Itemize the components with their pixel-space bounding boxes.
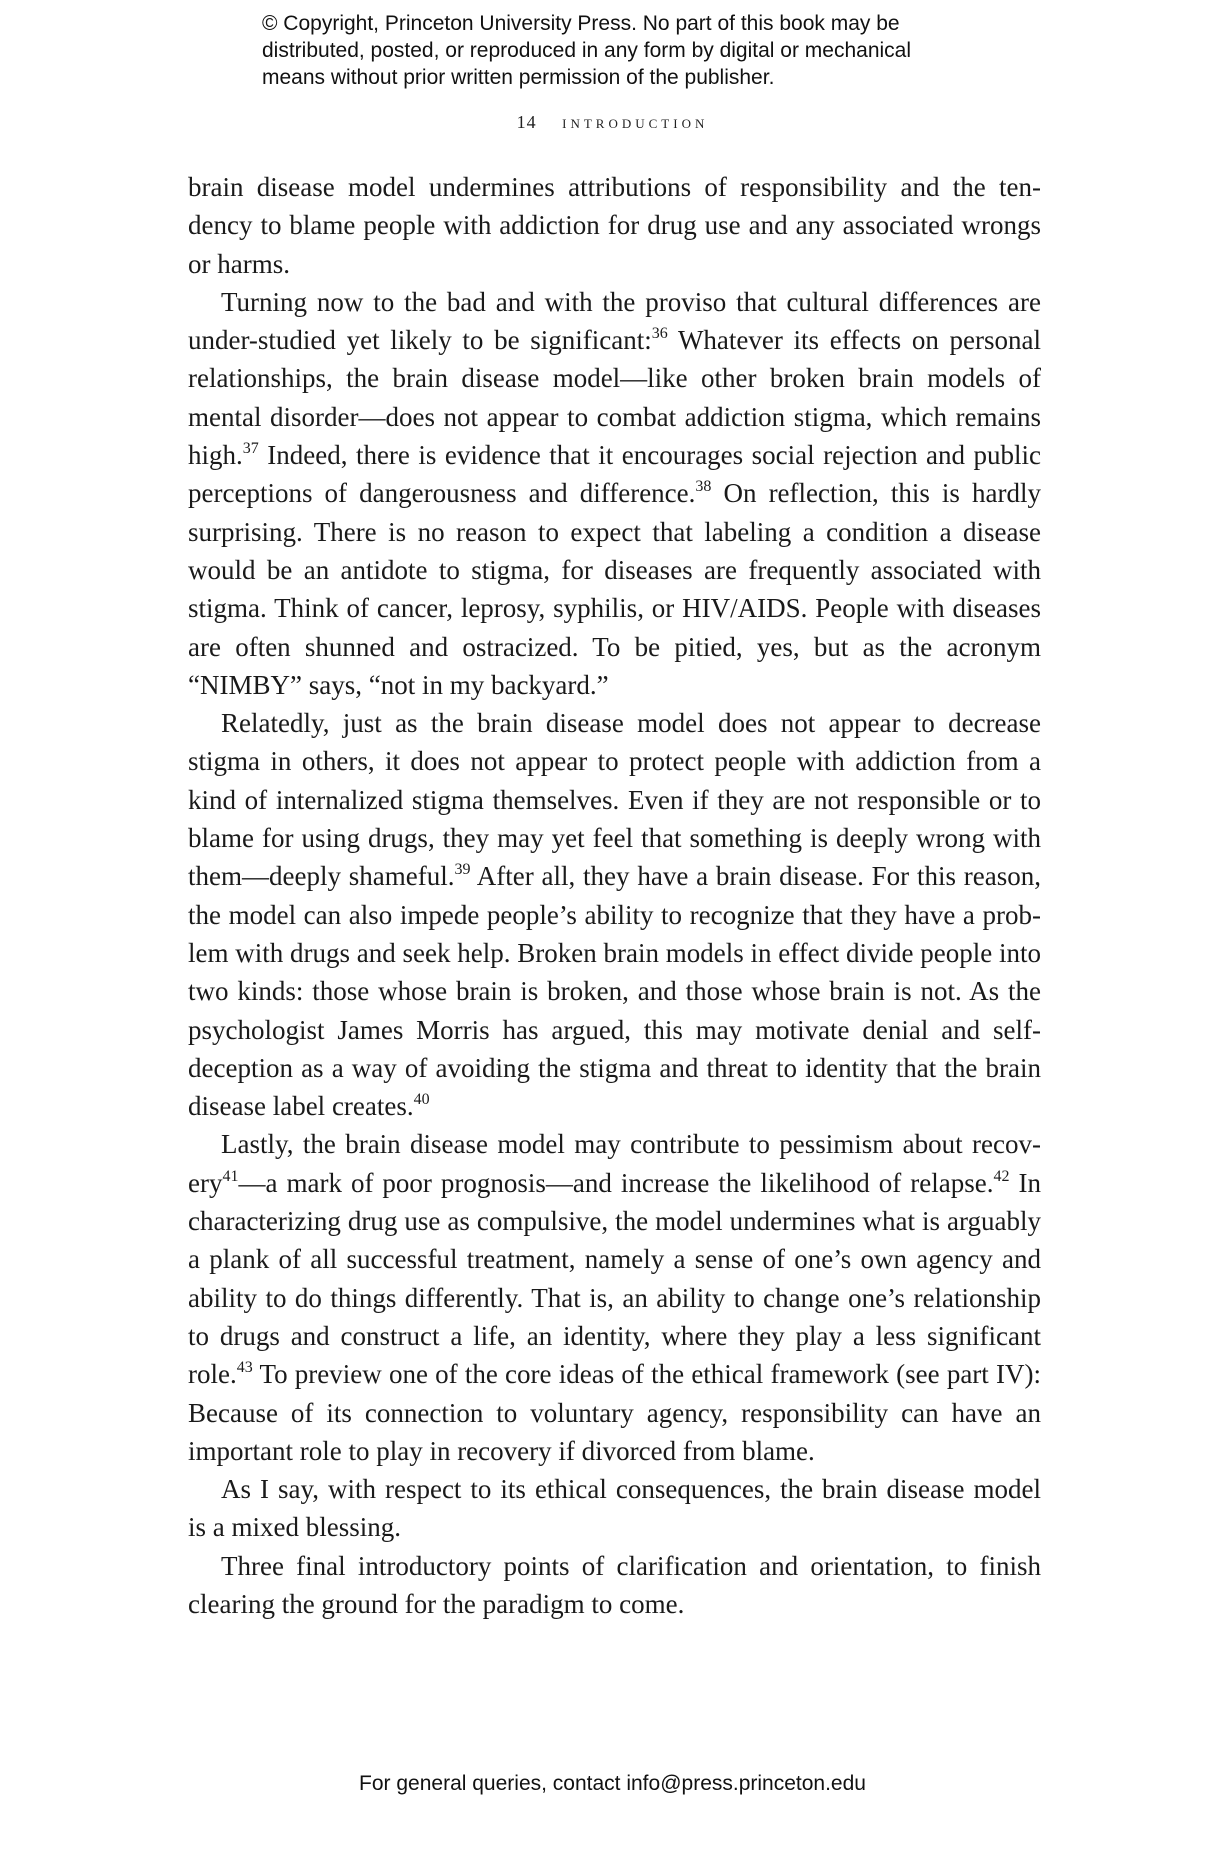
text-run: As I say, with respect to its ethical consequences, the brain disease model xyxy=(221,1474,1041,1505)
text-line xyxy=(188,857,1041,895)
footnote-ref: 39 xyxy=(454,861,471,879)
text-run: them—deeply shameful. xyxy=(188,861,455,892)
text-line xyxy=(188,168,1041,206)
body-text xyxy=(188,168,1041,1623)
text-line xyxy=(188,1240,1041,1278)
text-run: to drugs and construct a life, an identity, where they play a less significant xyxy=(188,1320,1041,1351)
text-line xyxy=(188,666,1041,704)
text-run: deception as a way of avoiding the stigma and threat to identity that the brain xyxy=(188,1052,1041,1083)
text-run: Whatever its effects on personal xyxy=(667,325,1042,356)
text-line xyxy=(188,1432,1041,1470)
text-line xyxy=(188,283,1041,321)
text-line xyxy=(188,1011,1041,1049)
text-run: surprising. There is no reason to expect that labeling a condition a disease xyxy=(188,516,1041,547)
text-line xyxy=(188,245,1041,283)
text-run: two kinds: those whose brain is broken, and those whose brain is not. As the xyxy=(188,976,1041,1007)
text-run: In xyxy=(1009,1167,1041,1198)
footnote-ref: 43 xyxy=(236,1359,253,1377)
copyright-notice xyxy=(262,10,1022,91)
footnote-ref: 42 xyxy=(993,1167,1010,1185)
text-run: After all, they have a brain disease. For this reason, xyxy=(470,861,1041,892)
text-run: mental disorder—does not appear to combat addiction stigma, which remains xyxy=(188,401,1041,432)
text-line xyxy=(188,742,1041,780)
text-line xyxy=(188,1547,1041,1585)
text-line xyxy=(188,1470,1041,1508)
footnote-ref: 37 xyxy=(242,440,259,458)
copyright-line: © Copyright, Princeton University Press. No part of this book may be xyxy=(262,12,900,35)
footnote-ref: 38 xyxy=(695,478,712,496)
running-head xyxy=(0,112,1225,133)
text-run: kind of internalized stigma themselves. Even if they are not responsible or to xyxy=(188,784,1041,815)
text-line xyxy=(188,1087,1041,1125)
text-line xyxy=(188,704,1041,742)
text-line xyxy=(188,551,1041,589)
text-run: would be an antidote to stigma, for diseases are frequently associated with xyxy=(188,554,1041,585)
text-line xyxy=(188,359,1041,397)
text-run: high. xyxy=(188,440,243,471)
text-line xyxy=(188,1394,1041,1432)
text-run: ability to do things differently. That is, an ability to change one’s relationship xyxy=(188,1282,1041,1313)
text-run: Turning now to the bad and with the proviso that cultural differences are xyxy=(221,286,1041,317)
text-run: Three final introductory points of clarification and orientation, to finish xyxy=(221,1550,1041,1581)
text-run: Indeed, there is evidence that it encourages social rejection and public xyxy=(258,440,1041,471)
text-line xyxy=(188,1125,1041,1163)
text-run: “NIMBY” says, “not in my backyard.” xyxy=(188,669,609,700)
text-run: ery xyxy=(188,1167,223,1198)
text-line xyxy=(188,628,1041,666)
text-run: the model can also impede people’s ability to recognize that they have a prob- xyxy=(188,899,1041,930)
text-run: or harms. xyxy=(188,248,290,279)
text-line xyxy=(188,1202,1041,1240)
text-run: psychologist James Morris has argued, this may motivate denial and self- xyxy=(188,1014,1041,1045)
text-run: Relatedly, just as the brain disease model does not appear to decrease xyxy=(221,708,1041,739)
copyright-line: means without prior written permission of the publisher. xyxy=(262,66,775,89)
text-line xyxy=(188,321,1041,359)
text-run: dency to blame people with addiction for drug use and any associated wrongs xyxy=(188,210,1041,241)
text-line xyxy=(188,436,1041,474)
text-line xyxy=(188,934,1041,972)
text-run: lem with drugs and seek help. Broken brain models in effect divide people into xyxy=(188,937,1041,968)
footnote-ref: 41 xyxy=(222,1167,239,1185)
text-run: perceptions of dangerousness and difference. xyxy=(188,478,696,509)
text-run: Because of its connection to voluntary agency, responsibility can have an xyxy=(188,1397,1041,1428)
footnote-ref: 36 xyxy=(651,325,668,343)
text-run: stigma in others, it does not appear to protect people with addiction from a xyxy=(188,746,1041,777)
text-line xyxy=(188,1508,1041,1546)
text-run: blame for using drugs, they may yet feel that something is deeply wrong with xyxy=(188,823,1041,854)
text-line xyxy=(188,398,1041,436)
text-run: relationships, the brain disease model—like other broken brain models of xyxy=(188,363,1041,394)
text-line xyxy=(188,1317,1041,1355)
footer-contact: For general queries, contact info@press.princeton.edu xyxy=(359,1772,866,1795)
text-line xyxy=(188,474,1041,512)
page-number: 14 xyxy=(516,112,537,132)
text-run: —a mark of poor prognosis—and increase the likelihood of relapse. xyxy=(238,1167,994,1198)
text-run: To preview one of the core ideas of the ethical framework (see part IV): xyxy=(252,1359,1041,1390)
text-run: a plank of all successful treatment, namely a sense of one’s own agency and xyxy=(188,1244,1041,1275)
text-run: role. xyxy=(188,1359,237,1390)
text-line xyxy=(188,896,1041,934)
text-run: brain disease model undermines attributions of responsibility and the ten- xyxy=(188,172,1041,202)
text-run: under-studied yet likely to be significant: xyxy=(188,325,652,356)
text-run: disease label creates. xyxy=(188,1091,414,1122)
text-run: stigma. Think of cancer, leprosy, syphilis, or HIV/AIDS. People with diseases xyxy=(188,593,1041,624)
text-line xyxy=(188,513,1041,551)
footnote-ref: 40 xyxy=(413,1091,430,1109)
text-line xyxy=(188,819,1041,857)
text-run: Lastly, the brain disease model may contribute to pessimism about recov- xyxy=(221,1129,1041,1160)
text-line xyxy=(188,781,1041,819)
copyright-line: distributed, posted, or reproduced in any form by digital or mechanical xyxy=(262,39,912,62)
text-line xyxy=(188,1355,1041,1393)
text-line xyxy=(188,972,1041,1010)
text-line xyxy=(188,1049,1041,1087)
text-run: characterizing drug use as compulsive, the model undermines what is arguably xyxy=(188,1206,1041,1237)
text-line xyxy=(188,206,1041,244)
text-run: clearing the ground for the paradigm to come. xyxy=(188,1588,685,1619)
text-run: On reflection, this is hardly xyxy=(711,478,1041,509)
text-line xyxy=(188,589,1041,627)
text-line xyxy=(188,1164,1041,1202)
text-line xyxy=(188,1585,1041,1623)
text-run: are often shunned and ostracized. To be pitied, yes, but as the acronym xyxy=(188,631,1041,662)
text-line xyxy=(188,1279,1041,1317)
text-run: important role to play in recovery if divorced from blame. xyxy=(188,1435,815,1466)
text-run: is a mixed blessing. xyxy=(188,1512,401,1543)
chapter-title: introduction xyxy=(562,112,709,132)
